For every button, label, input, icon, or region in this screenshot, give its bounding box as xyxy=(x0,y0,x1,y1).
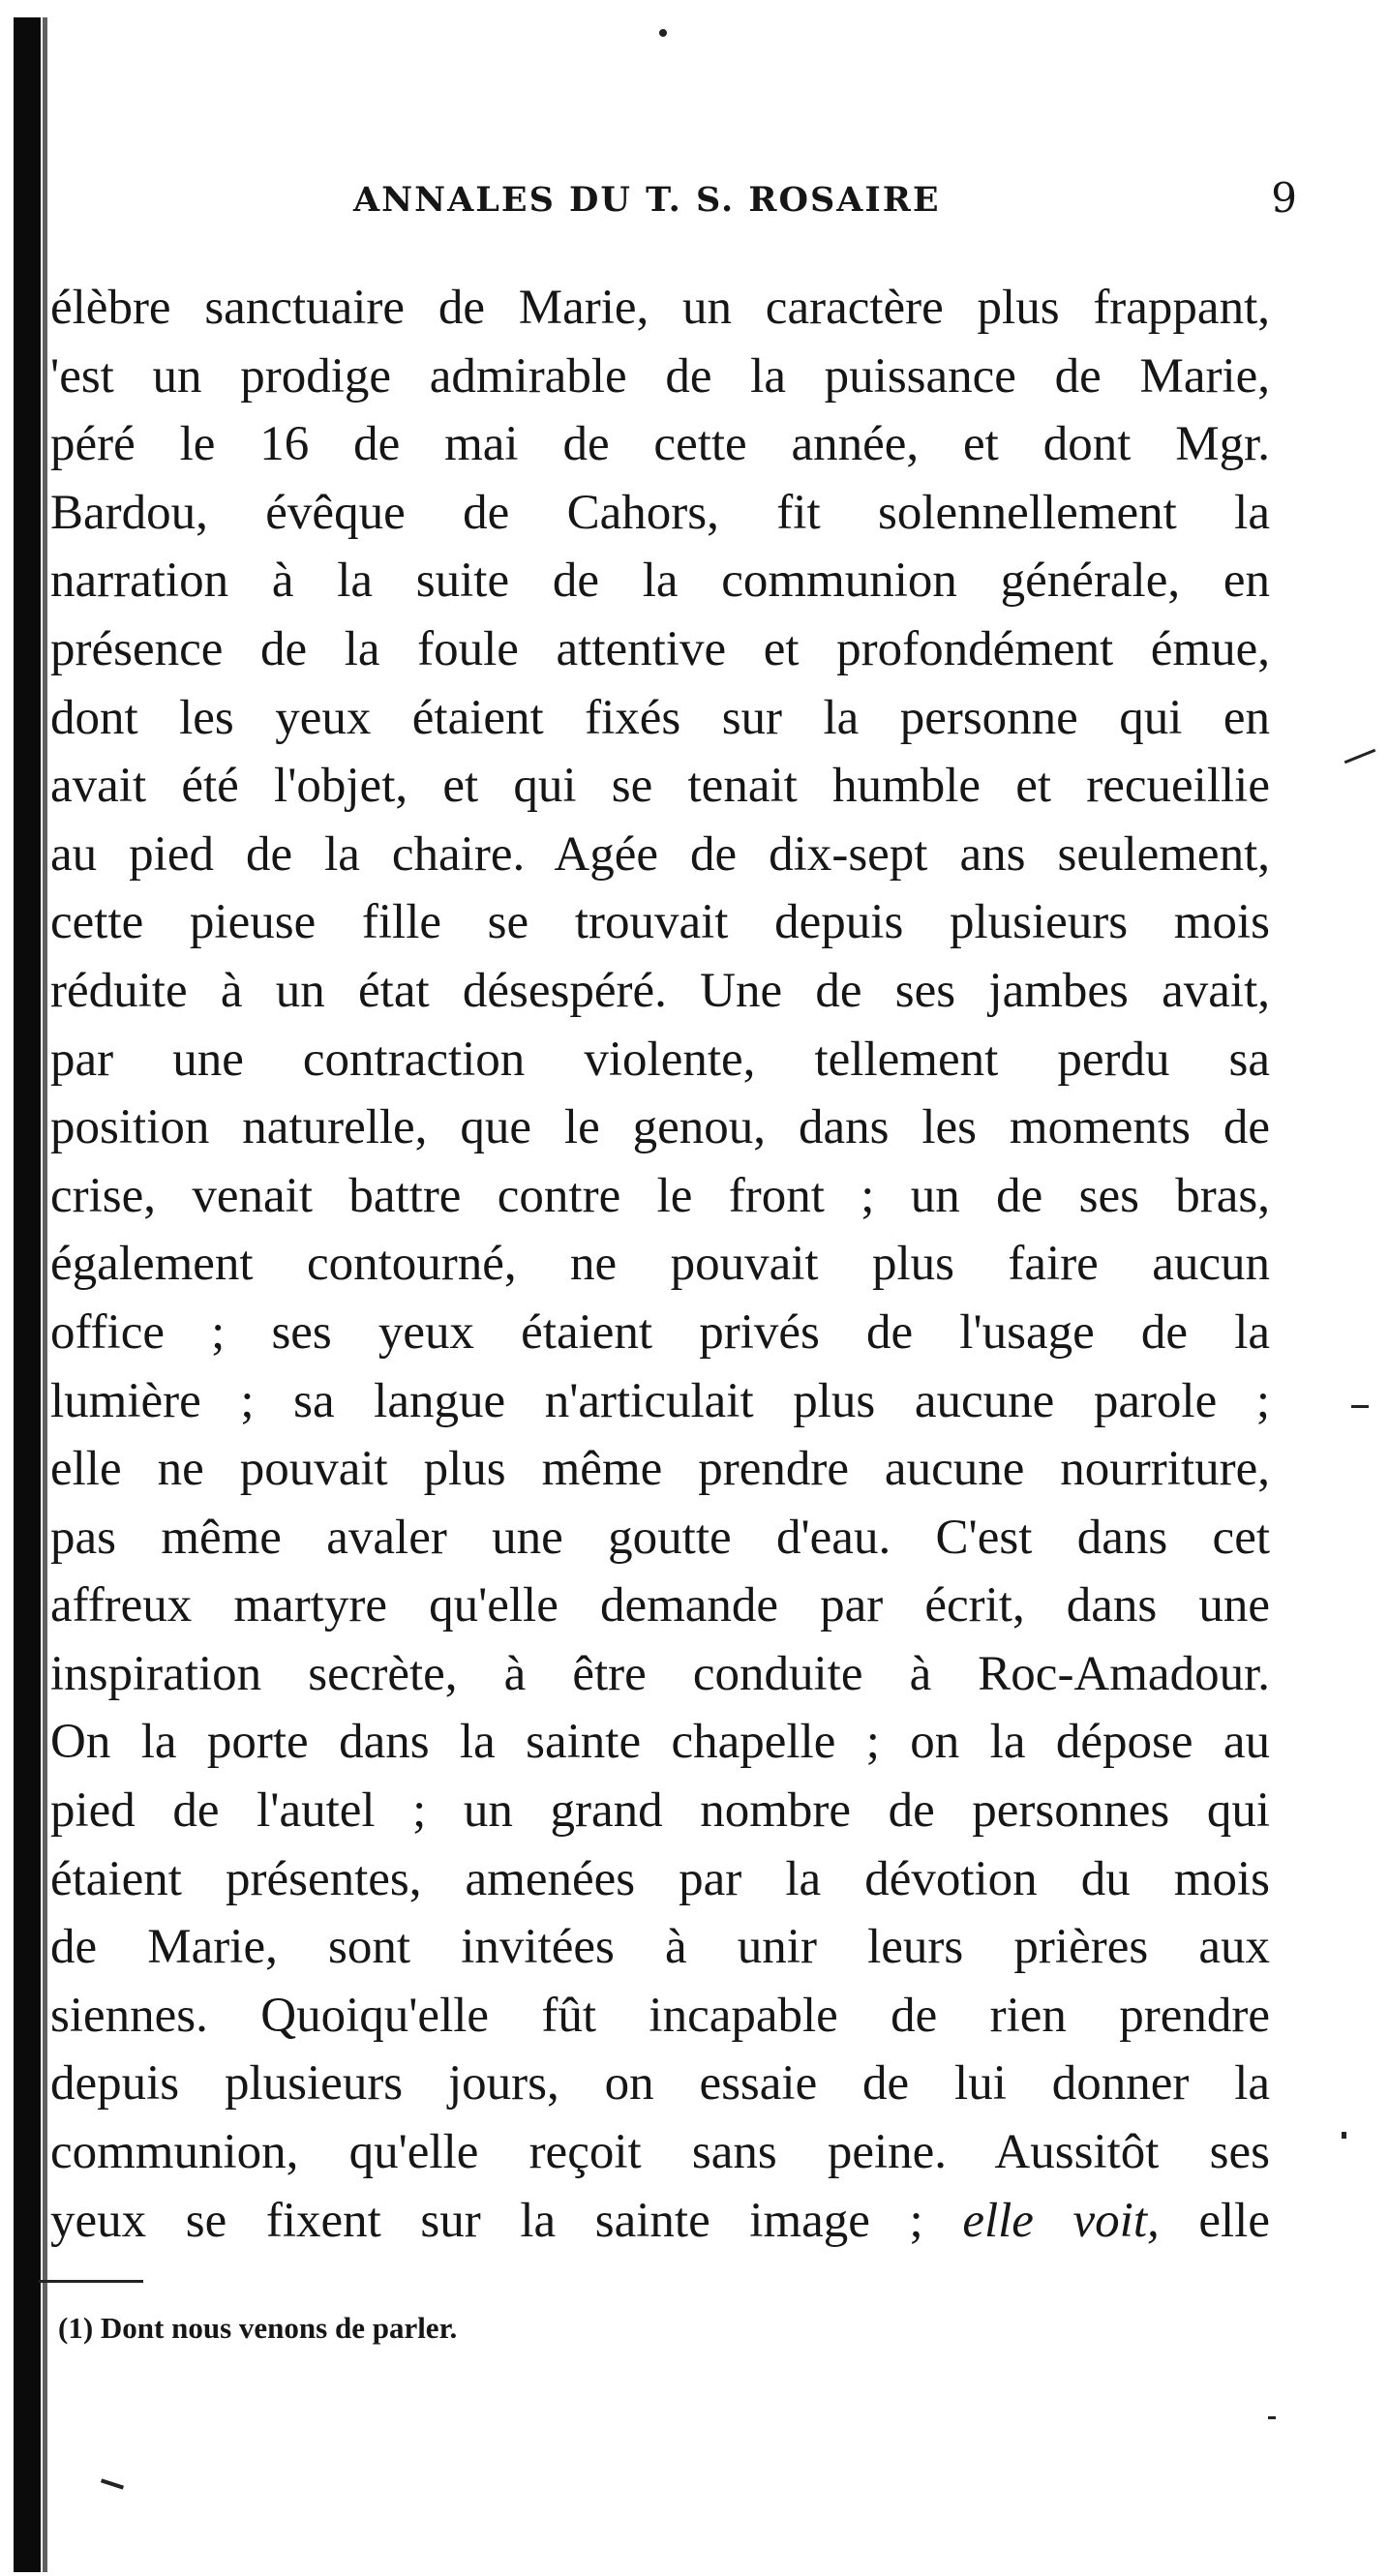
page-number: 9 xyxy=(1271,174,1297,222)
text-line: de Marie, sont invitées à unir leurs prières aux xyxy=(50,1920,1270,1975)
text-line: 'est un prodige admirable de la puissance de Marie, xyxy=(50,348,1270,404)
text-line: réduite à un état désespéré. Une de ses jambes avait, xyxy=(50,963,1270,1018)
last-line-start: yeux se fixent sur la sainte image ; xyxy=(50,2193,963,2248)
text-line: office ; ses yeux étaient privés de l'usage de la xyxy=(50,1304,1270,1360)
text-line: cette pieuse fille se trouvait depuis plusieurs mois xyxy=(50,895,1270,950)
text-line: depuis plusieurs jours, on essaie de lui donner la xyxy=(50,2056,1270,2112)
text-line: lumière ; sa langue n'articulait plus aucune parole ; xyxy=(50,1373,1270,1428)
text-line: également contourné, ne pouvait plus faire aucun xyxy=(50,1237,1270,1292)
text-line: au pied de la chaire. Agée de dix-sept ans seulement, xyxy=(50,826,1270,882)
text-line: étaient présentes, amenées par la dévotion du mois xyxy=(50,1851,1270,1906)
ink-speck xyxy=(1268,2416,1276,2419)
text-line: Bardou, évêque de Cahors, fit solennellement la xyxy=(50,485,1270,540)
ink-speck xyxy=(1342,2132,1346,2139)
text-line: communion, qu'elle reçoit sans peine. Aussitôt ses xyxy=(50,2125,1270,2180)
text-line: péré le 16 de mai de cette année, et dont Mgr. xyxy=(50,417,1270,472)
text-line: pied de l'autel ; un grand nombre de personnes qui xyxy=(50,1783,1270,1839)
text-line: affreux martyre qu'elle demande par écrit, dans une xyxy=(50,1578,1270,1633)
italic-phrase: elle voit, xyxy=(962,2193,1160,2248)
text-line: avait été l'objet, et qui se tenait humble et recueillie xyxy=(50,759,1270,814)
binding-edge xyxy=(14,17,41,2572)
text-line: narration à la suite de la communion générale, en xyxy=(50,554,1270,609)
text-line: présence de la foule attentive et profondément émue, xyxy=(50,621,1270,676)
ink-speck xyxy=(659,29,667,37)
running-head: ANNALES DU T. S. ROSAIRE xyxy=(353,180,941,220)
text-line: crise, venait battre contre le front ; un de ses bras, xyxy=(50,1168,1270,1223)
body-text xyxy=(50,274,1270,2255)
text-line: inspiration secrète, à être conduite à Roc-Amadour. xyxy=(50,1646,1270,1701)
text-line: elle ne pouvait plus même prendre aucune nourriture, xyxy=(50,1442,1270,1497)
text-line: position naturelle, que le genou, dans les moments de xyxy=(50,1100,1270,1155)
text-line: On la porte dans la sainte chapelle ; on la dépose au xyxy=(50,1715,1270,1770)
text-line: siennes. Quoiqu'elle fût incapable de rien prendre xyxy=(50,1988,1270,2043)
footnote: (1) Dont nous venons de parler. xyxy=(58,2311,458,2345)
text-line: pas même avaler une goutte d'eau. C'est dans cet xyxy=(50,1510,1270,1565)
text-line: élèbre sanctuaire de Marie, un caractère plus frappant, xyxy=(50,281,1270,335)
footnote-rule xyxy=(39,2280,143,2283)
page-header xyxy=(39,174,1297,238)
ink-speck xyxy=(1351,1405,1369,1408)
text-line: par une contraction violente, tellement perdu sa xyxy=(50,1032,1270,1087)
text-line-last xyxy=(50,2187,1270,2256)
text-line: dont les yeux étaient fixés sur la personne qui en xyxy=(50,690,1270,745)
ink-speck xyxy=(1344,749,1376,764)
ink-speck xyxy=(101,2478,124,2489)
last-line-end: elle xyxy=(1159,2193,1270,2248)
